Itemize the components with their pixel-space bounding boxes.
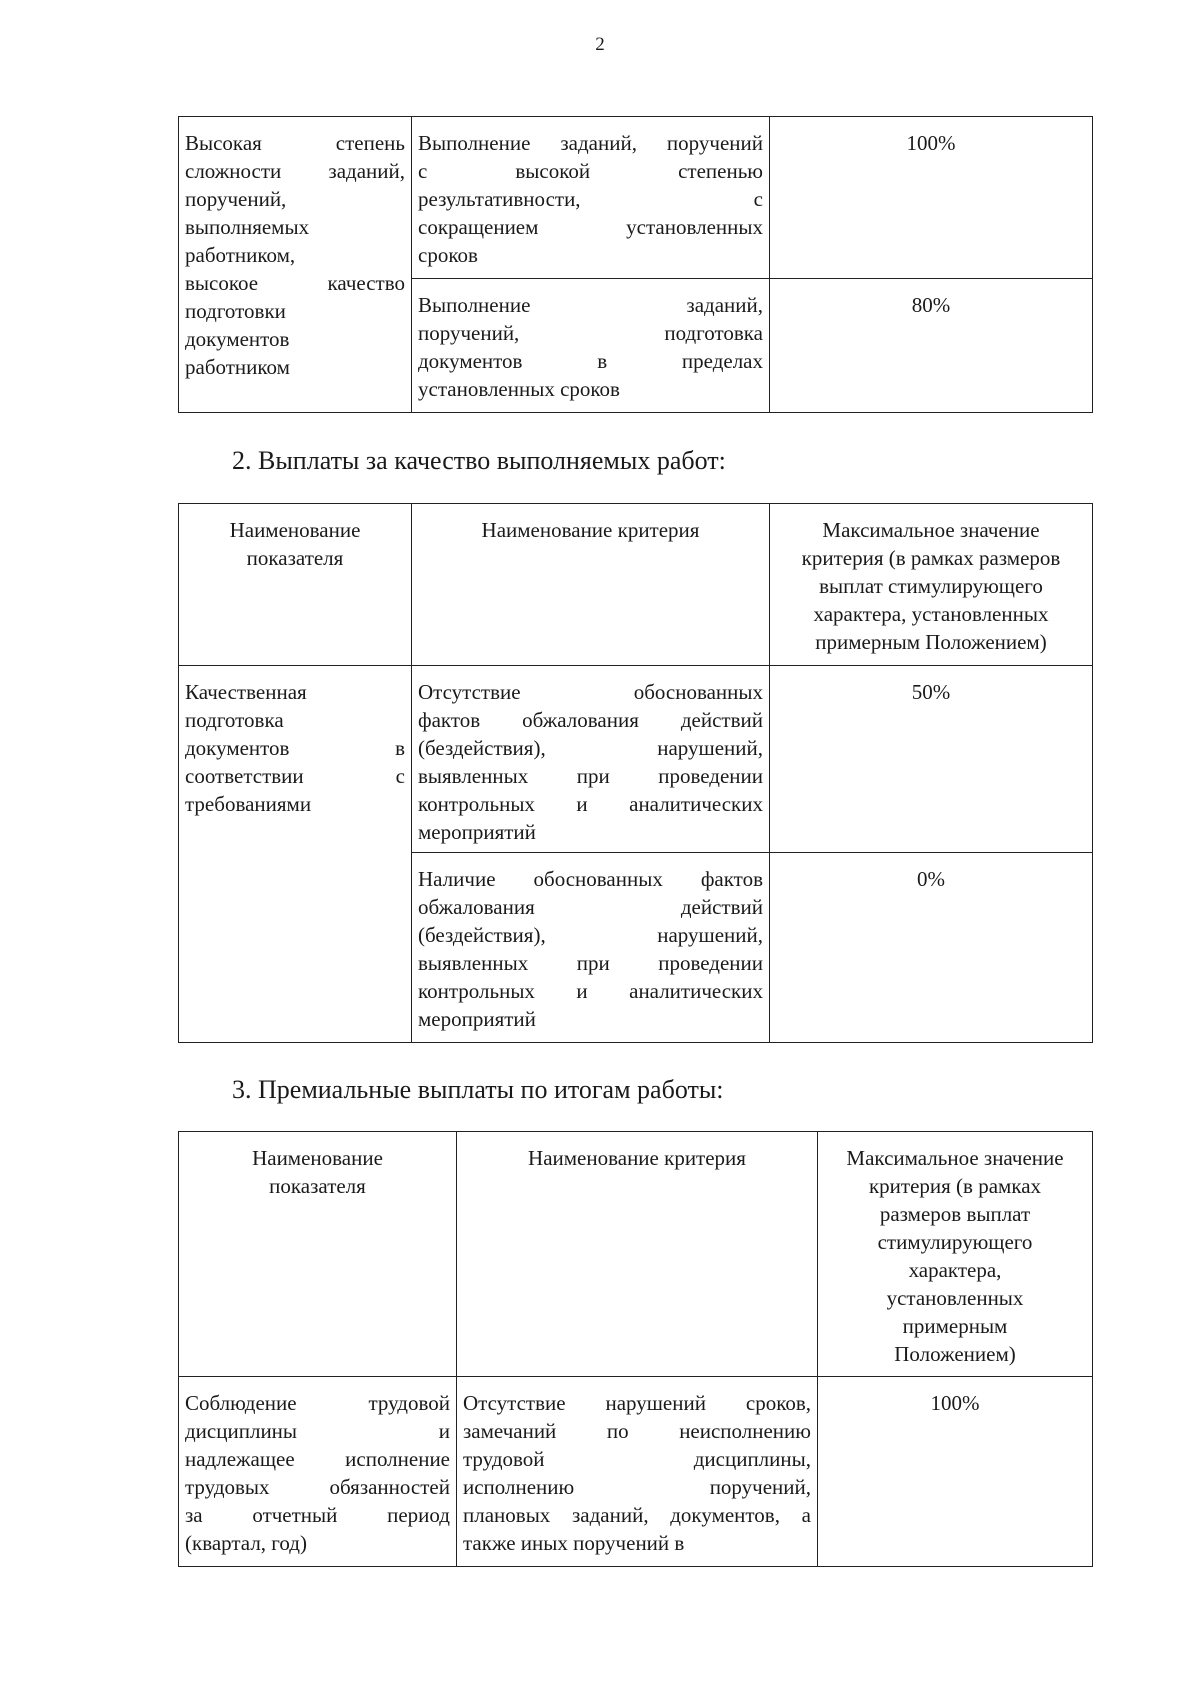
- text-line: (квартал, год): [185, 1531, 307, 1555]
- text-line: надлежащее исполнение: [185, 1447, 450, 1471]
- text-line: фактов обжалования действий: [418, 708, 763, 732]
- table2-row2-value: 0%: [770, 853, 1093, 1043]
- text-line: Максимальное значение: [822, 518, 1040, 542]
- text-line: также иных поручений в: [463, 1531, 685, 1555]
- table1-row2-criterion: [412, 279, 770, 413]
- text-line: плановых заданий, документов, а: [463, 1503, 811, 1527]
- table2-row1-criterion: [412, 666, 770, 853]
- table2-header-criterion: [412, 504, 770, 666]
- text-line: Высокая степень: [185, 131, 405, 155]
- text-line: требованиями: [185, 792, 312, 816]
- table1-row1-value: 100%: [770, 117, 1093, 279]
- text-line: Соблюдение трудовой: [185, 1391, 450, 1415]
- text-line: Отсутствие нарушений сроков,: [463, 1391, 811, 1415]
- text-line: Выполнение заданий,: [418, 293, 763, 317]
- text-line: с высокой степенью: [418, 159, 763, 183]
- text-line: результативности, с: [418, 187, 763, 211]
- text-line: размеров выплат: [879, 1202, 1031, 1226]
- text-line: исполнению поручений,: [463, 1475, 811, 1499]
- text-line: установленных: [886, 1286, 1024, 1310]
- text-line: поручений, подготовка: [418, 321, 763, 345]
- text-line: критерия (в рамках: [868, 1174, 1042, 1198]
- text-line: трудовых обязанностей: [185, 1475, 450, 1499]
- table3-value: 100%: [818, 1377, 1093, 1567]
- text-line: контрольных и аналитических: [418, 979, 763, 1003]
- table-2: [178, 503, 1093, 1043]
- table3-criterion-cell: [457, 1377, 818, 1567]
- text-line: стимулирующего: [877, 1230, 1033, 1254]
- text-line: примерным Положением): [815, 630, 1047, 654]
- table3-header-indicator: [179, 1132, 457, 1377]
- table1-row1-criterion: [412, 117, 770, 279]
- table3-header-criterion: [457, 1132, 818, 1377]
- text-line: (бездействия), нарушений,: [418, 923, 763, 947]
- table2-indicator-cell: [179, 666, 412, 1043]
- text-line: Наименование критерия: [528, 1146, 746, 1170]
- table1-row2-value: 80%: [770, 279, 1093, 413]
- text-line: Отсутствие обоснованных: [418, 680, 763, 704]
- text-line: Наименование: [252, 1146, 383, 1170]
- text-line: сложности заданий,: [185, 159, 405, 183]
- text-line: примерным: [902, 1314, 1008, 1338]
- text-line: характера,: [908, 1258, 1002, 1282]
- text-line: установленных сроков: [418, 377, 620, 401]
- table2-row1-value: 50%: [770, 666, 1093, 853]
- text-line: (бездействия), нарушений,: [418, 736, 763, 760]
- table-3: [178, 1131, 1093, 1567]
- text-line: выявленных при проведении: [418, 764, 763, 788]
- text-line: Выполнение заданий, поручений: [418, 131, 763, 155]
- table2-header-max-value: [770, 504, 1093, 666]
- text-line: мероприятий: [418, 820, 536, 844]
- text-line: Максимальное значение: [846, 1146, 1064, 1170]
- text-line: документов в: [185, 736, 405, 760]
- text-line: поручений,: [185, 187, 287, 211]
- text-line: документов в пределах: [418, 349, 763, 373]
- text-line: критерия (в рамках размеров: [801, 546, 1061, 570]
- text-line: показателя: [246, 546, 344, 570]
- page-number: 2: [595, 34, 605, 55]
- text-line: мероприятий: [418, 1007, 536, 1031]
- section-2-heading: 2. Выплаты за качество выполняемых работ:: [232, 446, 726, 475]
- text-line: за отчетный период: [185, 1503, 450, 1527]
- text-line: Наименование: [229, 518, 361, 542]
- table3-header-max-value: [818, 1132, 1093, 1377]
- text-line: характера, установленных: [813, 602, 1049, 626]
- text-line: трудовой дисциплины,: [463, 1447, 811, 1471]
- text-line: дисциплины и: [185, 1419, 450, 1443]
- text-line: подготовки: [185, 299, 286, 323]
- text-line: работником: [185, 355, 290, 379]
- text-line: работником,: [185, 243, 296, 267]
- table3-indicator-cell: [179, 1377, 457, 1567]
- text-line: Наименование критерия: [481, 518, 700, 542]
- text-line: высокое качество: [185, 271, 405, 295]
- table1-indicator-cell: [179, 117, 412, 413]
- table2-header-indicator: [179, 504, 412, 666]
- text-line: замечаний по неисполнению: [463, 1419, 811, 1443]
- text-line: подготовка: [185, 708, 284, 732]
- text-line: обжалования действий: [418, 895, 763, 919]
- text-line: выполняемых: [185, 215, 310, 239]
- text-line: показателя: [269, 1174, 366, 1198]
- text-line: соответствии с: [185, 764, 405, 788]
- section-3-heading: 3. Премиальные выплаты по итогам работы:: [232, 1075, 724, 1104]
- text-line: сроков: [418, 243, 478, 267]
- text-line: Качественная: [185, 680, 307, 704]
- text-line: Положением): [894, 1342, 1016, 1366]
- text-line: документов: [185, 327, 290, 351]
- table2-row2-criterion: [412, 853, 770, 1043]
- text-line: выявленных при проведении: [418, 951, 763, 975]
- text-line: сокращением установленных: [418, 215, 763, 239]
- text-line: выплат стимулирующего: [819, 574, 1043, 598]
- table-1: [178, 116, 1093, 413]
- text-line: контрольных и аналитических: [418, 792, 763, 816]
- text-line: Наличие обоснованных фактов: [418, 867, 763, 891]
